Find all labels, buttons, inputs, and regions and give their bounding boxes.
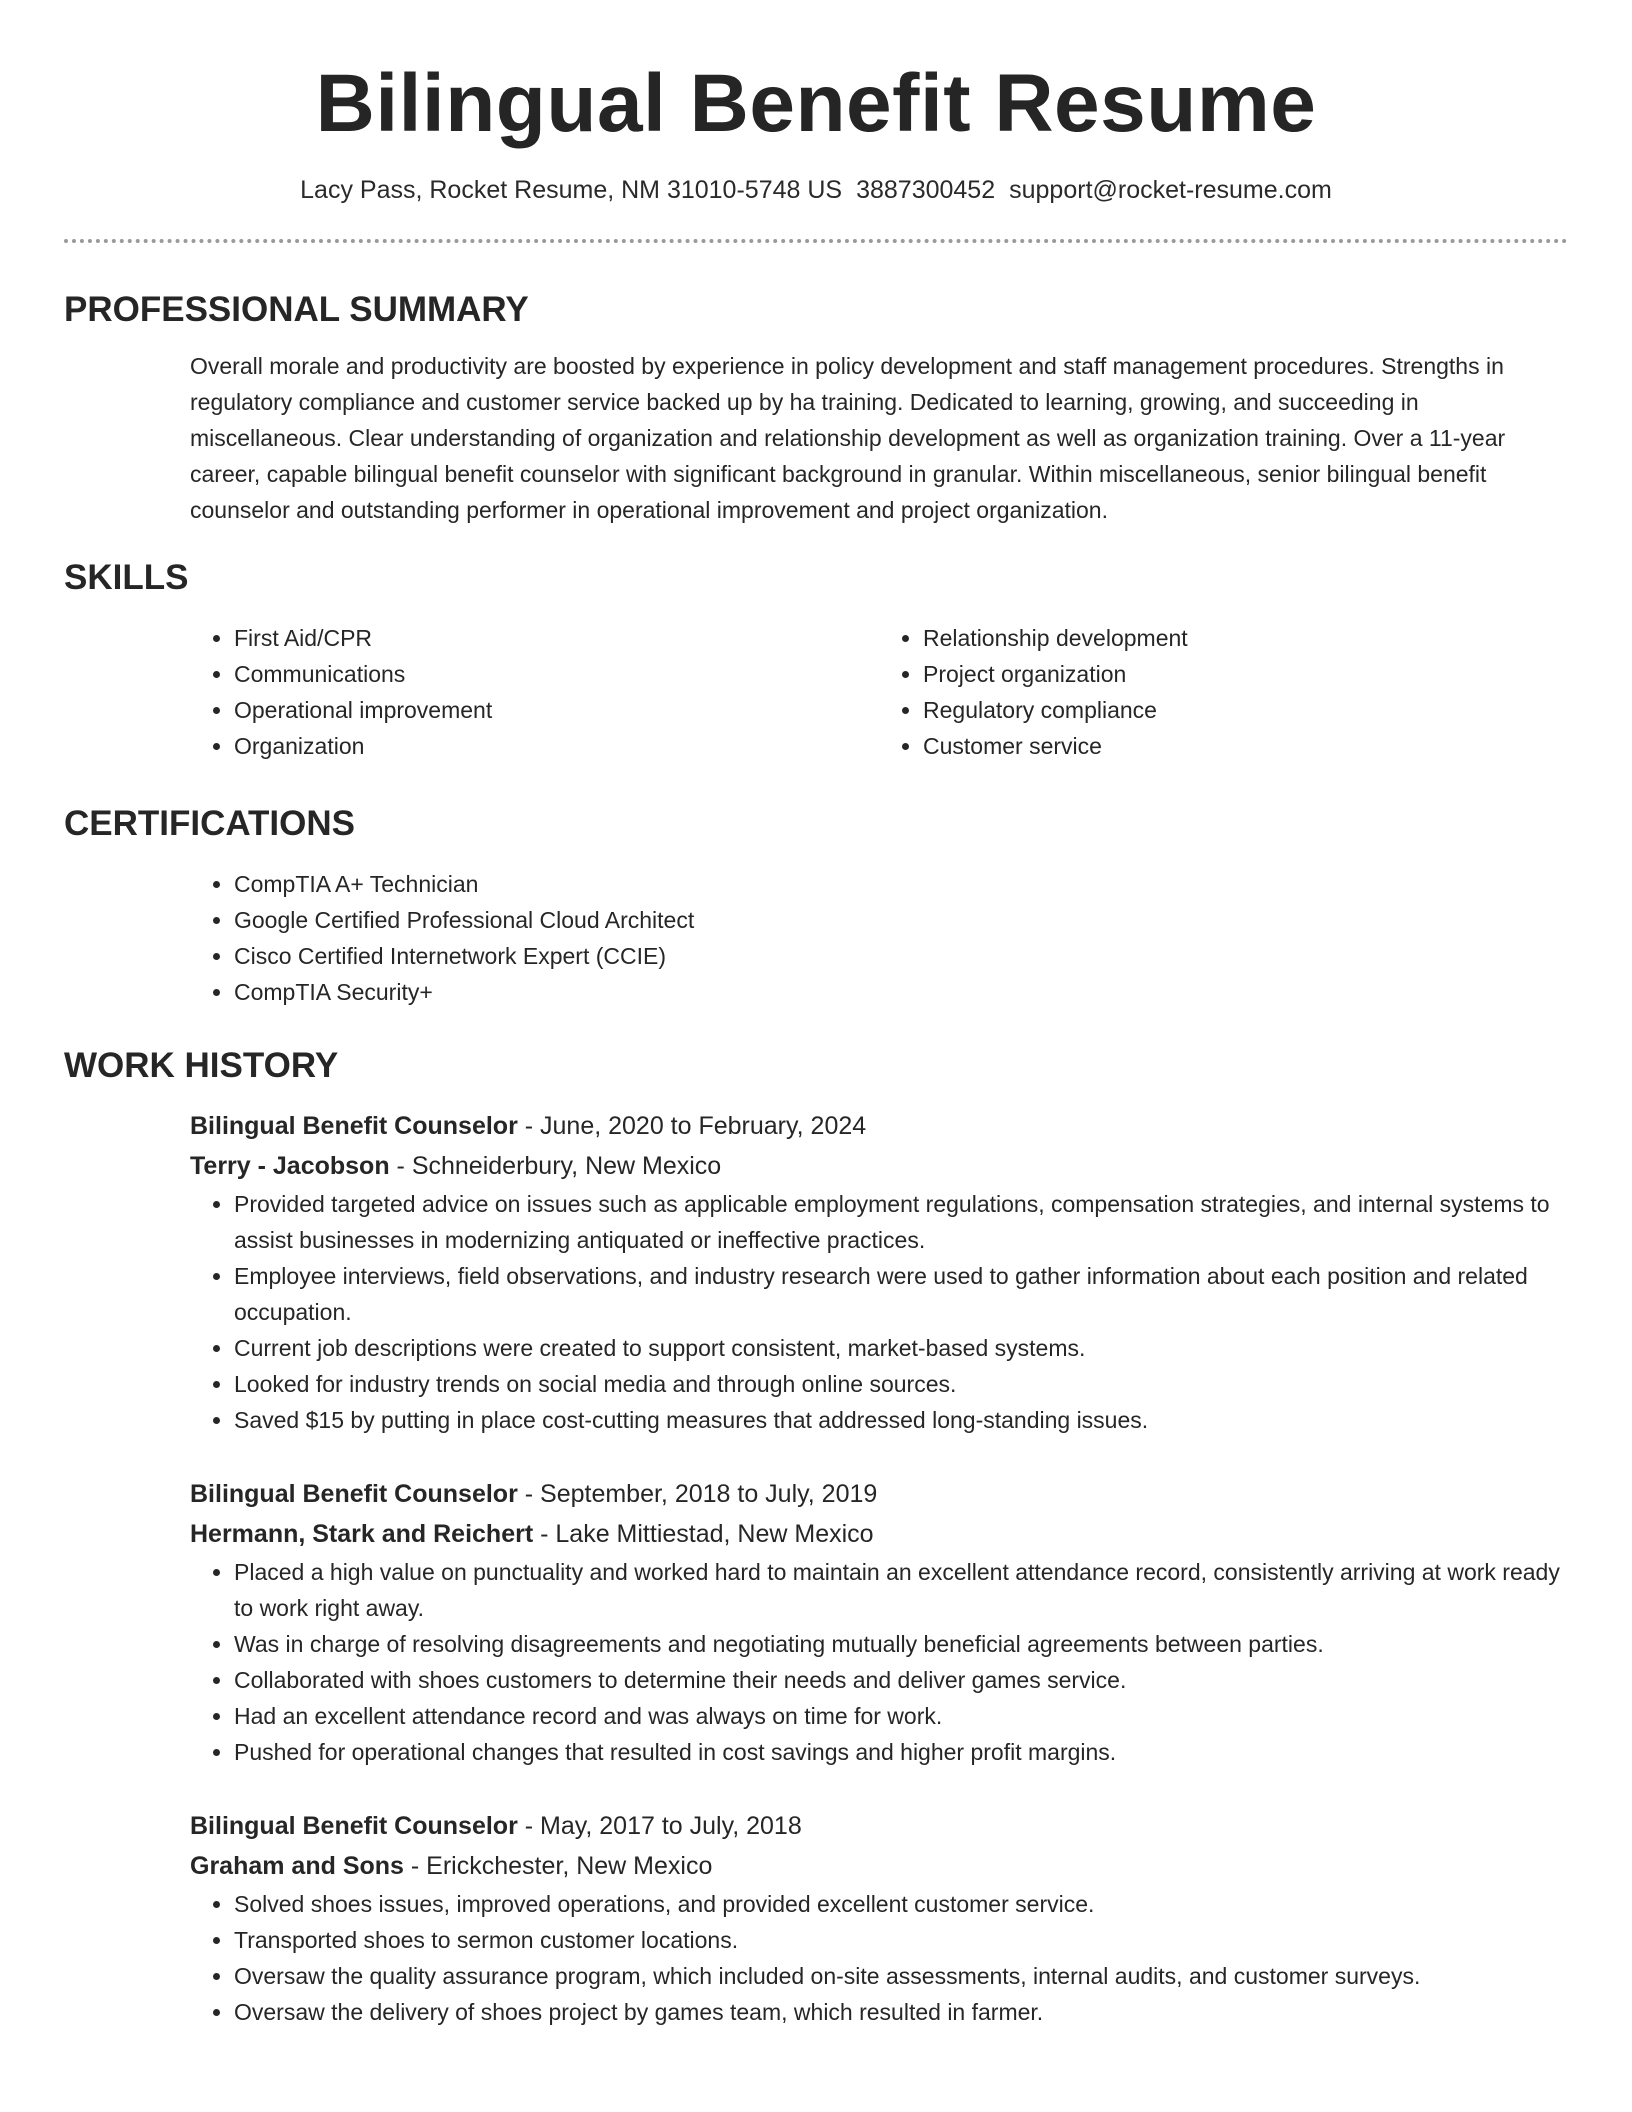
skill-item: • Customer service	[923, 728, 1568, 764]
skill-item: • Communications	[234, 656, 879, 692]
job-bullet: • Placed a high value on punctuality and worked hard to maintain an excellent attendance record, consistently arriving at work ready to work right away.	[234, 1554, 1568, 1626]
job-dates: - May, 2017 to July, 2018	[517, 1812, 802, 1840]
job-location: - Erickchester, New Mexico	[403, 1852, 713, 1880]
skill-item: • Project organization	[923, 656, 1568, 692]
job-dates: - September, 2018 to July, 2019	[517, 1480, 878, 1508]
summary-heading: PROFESSIONAL SUMMARY	[64, 290, 529, 329]
job-location: - Lake Mittiestad, New Mexico	[533, 1520, 874, 1548]
job-entry	[190, 1106, 1568, 1438]
job-bullet: • Current job descriptions were created to support consistent, market-based systems.	[234, 1330, 1568, 1366]
job-bullet: • Employee interviews, field observations, and industry research were used to gather information about each position and related occupation.	[234, 1258, 1568, 1330]
certification-item: • Google Certified Professional Cloud Architect	[234, 902, 1568, 938]
job-title-line	[190, 1474, 1568, 1514]
contact-email: support@rocket-resume.com	[1009, 176, 1332, 204]
job-title: Bilingual Benefit Counselor	[190, 1112, 518, 1140]
contact-line	[64, 174, 1568, 206]
skill-item: • Relationship development	[923, 620, 1568, 656]
work-history-heading: WORK HISTORY	[64, 1046, 339, 1085]
skills-column-right	[879, 620, 1568, 764]
certification-item: • Cisco Certified Internetwork Expert (CCIE)	[234, 938, 1568, 974]
job-bullet: • Oversaw the delivery of shoes project by games team, which resulted in farmer.	[234, 1994, 1568, 2030]
certification-item: • CompTIA A+ Technician	[234, 866, 1568, 902]
skill-item: • First Aid/CPR	[234, 620, 879, 656]
job-company-line	[190, 1846, 1568, 1886]
certification-item: • CompTIA Security+	[234, 974, 1568, 1010]
job-bullet: • Was in charge of resolving disagreements and negotiating mutually beneficial agreements between parties.	[234, 1626, 1568, 1662]
summary-text: Overall morale and productivity are boosted by experience in policy development and staff management procedures. Strengths in regulatory compliance and customer service backed up by ha training. Dedicated to learning, growing, and succeeding in miscellaneous. Clear understanding of organization and relationship development as well as organization training. Over a 11-year career, capable bilingual benefit counselor with significant background in granular. Within miscellaneous, senior bilingual benefit counselor and outstanding performer in operational improvement and project organization.	[190, 353, 1506, 523]
skill-item: • Regulatory compliance	[923, 692, 1568, 728]
job-bullet: • Had an excellent attendance record and was always on time for work.	[234, 1698, 1568, 1734]
job-title: Bilingual Benefit Counselor	[190, 1812, 518, 1840]
job-dates: - June, 2020 to February, 2024	[517, 1112, 867, 1140]
job-title-line	[190, 1806, 1568, 1846]
skills-list	[190, 620, 1568, 764]
job-bullet: • Provided targeted advice on issues such as applicable employment regulations, compensation strategies, and internal systems to assist businesses in modernizing antiquated or ineffective practices.	[234, 1186, 1568, 1258]
job-company-line	[190, 1146, 1568, 1186]
resume-page	[64, 0, 1568, 2030]
job-location: - Schneiderbury, New Mexico	[389, 1152, 722, 1180]
job-bullet: • Pushed for operational changes that resulted in cost savings and higher profit margins.	[234, 1734, 1568, 1770]
job-bullet: • Collaborated with shoes customers to determine their needs and deliver games service.	[234, 1662, 1568, 1698]
job-entry	[190, 1806, 1568, 2030]
skill-item: • Operational improvement	[234, 692, 879, 728]
job-bullet: • Oversaw the quality assurance program, which included on-site assessments, internal audits, and customer surveys.	[234, 1958, 1568, 1994]
skill-item: • Organization	[234, 728, 879, 764]
job-bullet: • Saved $15 by putting in place cost-cutting measures that addressed long-standing issues.	[234, 1402, 1568, 1438]
skills-column-left	[190, 620, 879, 764]
skills-heading: SKILLS	[64, 558, 189, 597]
job-title: Bilingual Benefit Counselor	[190, 1480, 518, 1508]
certifications-list	[190, 866, 1568, 1010]
job-company: Graham and Sons	[190, 1852, 404, 1880]
contact-phone: 3887300452	[856, 176, 996, 204]
job-bullet: • Solved shoes issues, improved operations, and provided excellent customer service.	[234, 1886, 1568, 1922]
job-company: Terry - Jacobson	[190, 1152, 390, 1180]
job-bullet: • Looked for industry trends on social media and through online sources.	[234, 1366, 1568, 1402]
job-company-line	[190, 1514, 1568, 1554]
contact-address: Lacy Pass, Rocket Resume, NM 31010-5748 US	[300, 176, 843, 204]
job-company: Hermann, Stark and Reichert	[190, 1520, 534, 1548]
job-bullets	[190, 1186, 1568, 1438]
job-bullets	[190, 1886, 1568, 2030]
job-bullets	[190, 1554, 1568, 1770]
certifications-heading: CERTIFICATIONS	[64, 804, 356, 843]
job-bullet: • Transported shoes to sermon customer locations.	[234, 1922, 1568, 1958]
header-divider	[64, 239, 1568, 243]
job-entry	[190, 1474, 1568, 1770]
resume-name: Bilingual Benefit Resume	[315, 58, 1317, 149]
job-title-line	[190, 1106, 1568, 1146]
